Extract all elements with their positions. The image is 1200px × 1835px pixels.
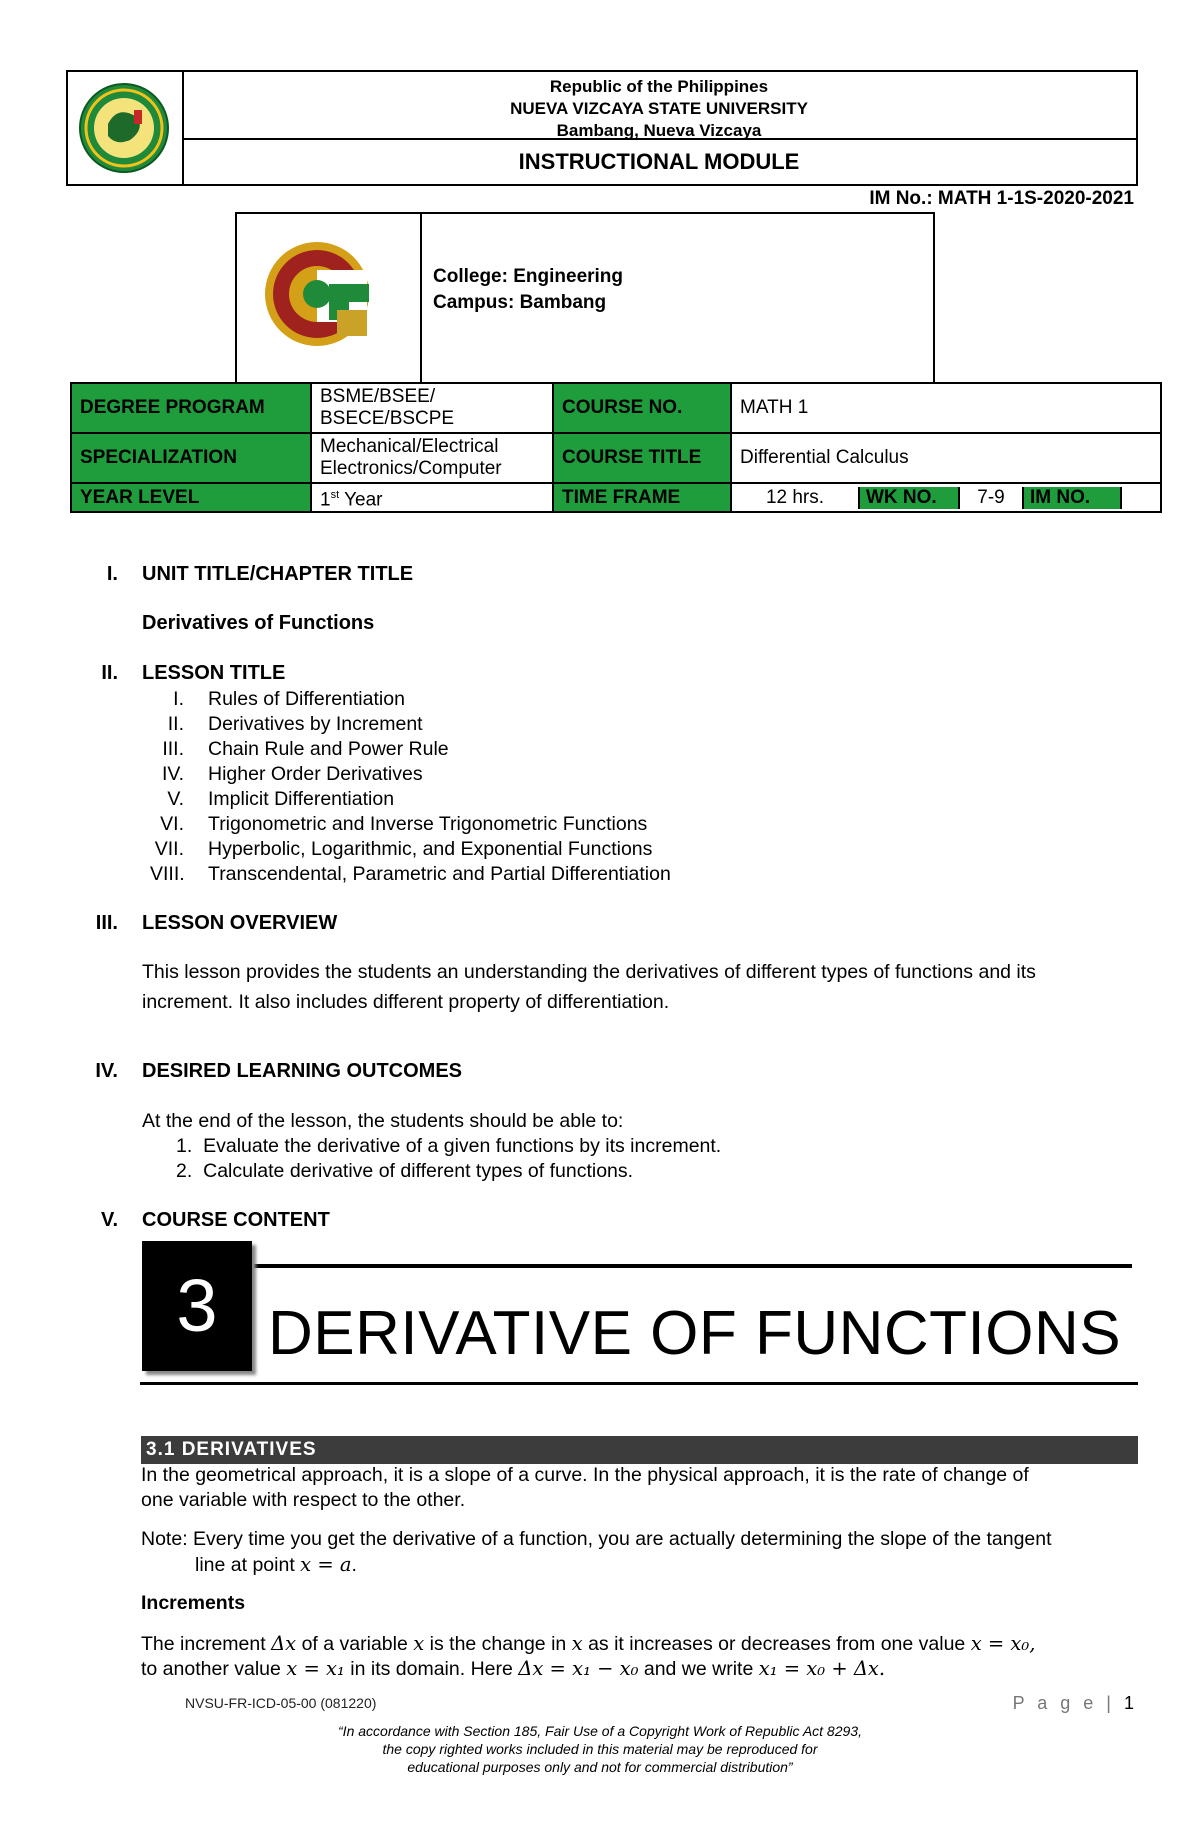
lesson-item xyxy=(150,787,394,812)
inc-math: Δx xyxy=(271,1632,297,1655)
overview-line-1: This lesson provides the students an understanding the derivatives of different types of functions and its xyxy=(142,961,1036,983)
time-frame-label: TIME FRAME xyxy=(553,483,731,512)
inc-math: x₁ = x₀ + Δx. xyxy=(758,1657,886,1680)
section-4-number: IV. xyxy=(95,1060,118,1082)
course-title-label: COURSE TITLE xyxy=(553,433,731,483)
lesson-text: Derivatives by Increment xyxy=(208,713,423,735)
year-suffix: st xyxy=(330,489,340,501)
lesson-text: Rules of Differentiation xyxy=(208,688,405,710)
outcome-num: 1. xyxy=(176,1135,193,1157)
section-4-title: DESIRED LEARNING OUTCOMES xyxy=(142,1060,463,1082)
section-5-number: V. xyxy=(100,1209,118,1231)
outcome-item xyxy=(176,1160,633,1183)
section-2-title: LESSON TITLE xyxy=(142,662,286,684)
im-no-value xyxy=(1121,487,1160,509)
chapter-top-rule xyxy=(254,1264,1132,1268)
chapter-bottom-rule xyxy=(140,1382,1138,1385)
inc-text: to another value xyxy=(141,1658,287,1680)
lesson-text: Hyperbolic, Logarithmic, and Exponential Functions xyxy=(208,838,653,860)
university-name: NUEVA VIZCAYA STATE UNIVERSITY xyxy=(510,99,808,118)
lesson-item xyxy=(150,862,671,887)
course-no-label: COURSE NO. xyxy=(553,383,731,433)
lesson-num: IV. xyxy=(161,763,184,785)
course-no-value: MATH 1 xyxy=(731,383,1161,433)
course-info-table xyxy=(70,382,1162,513)
course-title-value: Differential Calculus xyxy=(731,433,1161,483)
time-frame-subtable xyxy=(732,487,1160,509)
lesson-text: Higher Order Derivatives xyxy=(208,763,423,785)
year-level-label: YEAR LEVEL xyxy=(71,483,311,512)
lesson-text: Transcendental, Parametric and Partial Differentiation xyxy=(208,863,671,885)
lesson-num: VII. xyxy=(154,838,184,860)
chapter-number: 3 xyxy=(142,1241,252,1371)
lesson-text: Trigonometric and Inverse Trigonometric Functions xyxy=(208,813,648,835)
note-math: x = a xyxy=(300,1553,352,1576)
university-location: Bambang, Nueva Vizcaya xyxy=(556,121,762,140)
inc-text: and we write xyxy=(638,1658,759,1680)
university-logo-cell xyxy=(68,72,184,184)
degree-program-value-line2: BSECE/BSCPE xyxy=(320,408,455,429)
increment-line-1 xyxy=(141,1632,1035,1656)
outcomes-intro: At the end of the lesson, the students should be able to: xyxy=(142,1110,624,1132)
copyright-note xyxy=(0,1722,1200,1776)
header-titles xyxy=(182,72,1136,140)
header-box xyxy=(66,70,1138,186)
engineering-logo-icon xyxy=(237,214,420,382)
inc-text: in its domain. Here xyxy=(344,1658,519,1680)
copyright-line-3: educational purposes only and not for commercial distribution” xyxy=(407,1759,793,1775)
year-number: 1 xyxy=(320,489,331,511)
degree-program-value-line1: BSME/BSEE/ xyxy=(320,386,436,407)
year-level-value xyxy=(311,483,553,512)
copyright-line-1: “In accordance with Section 185, Fair Use of a Copyright Work of Republic Act 8293, xyxy=(338,1723,862,1739)
degree-program-label: DEGREE PROGRAM xyxy=(71,383,311,433)
lesson-num: V. xyxy=(167,788,184,810)
lesson-num: II. xyxy=(167,713,184,735)
increments-heading: Increments xyxy=(141,1592,246,1614)
inc-math: x xyxy=(571,1632,583,1655)
lesson-item xyxy=(150,812,647,837)
section-3-title: LESSON OVERVIEW xyxy=(142,912,338,934)
outcome-num: 2. xyxy=(176,1160,193,1182)
wk-no-label: WK NO. xyxy=(859,487,959,509)
page-number xyxy=(1013,1693,1134,1714)
section-3-number: III. xyxy=(95,912,118,934)
derivative-def-line-2: one variable with respect to the other. xyxy=(141,1489,466,1511)
page-num: 1 xyxy=(1123,1693,1134,1713)
note-line-1: Note: Every time you get the derivative of a function, you are actually determining the slope of the tangent xyxy=(141,1528,1052,1550)
college-box xyxy=(235,212,935,384)
republic-text: Republic of the Philippines xyxy=(549,77,769,96)
section-5-title: COURSE CONTENT xyxy=(142,1209,330,1231)
page-word: P a g e | xyxy=(1012,1693,1115,1713)
outcome-text: Evaluate the derivative of a given functions by its increment. xyxy=(203,1135,722,1157)
specialization-label: SPECIALIZATION xyxy=(71,433,311,483)
university-seal-icon xyxy=(68,72,180,184)
lesson-num: VIII. xyxy=(150,863,185,885)
outcome-text: Calculate derivative of different types of functions. xyxy=(203,1160,634,1182)
lesson-item xyxy=(150,837,652,862)
outcome-item xyxy=(176,1135,721,1158)
inc-math: x xyxy=(413,1632,425,1655)
specialization-value-line2: Electronics/Computer xyxy=(320,458,502,479)
derivative-def-line-1: In the geometrical approach, it is a slope of a curve. In the physical approach, it is the rate of change of xyxy=(141,1464,1029,1486)
specialization-value xyxy=(311,433,553,483)
lesson-num: I. xyxy=(173,688,184,710)
inc-math: x = x₁ xyxy=(286,1657,345,1680)
inc-math: Δx = x₁ − x₀ xyxy=(518,1657,639,1680)
inc-text: is the change in xyxy=(424,1633,572,1655)
wk-no-value: 7-9 xyxy=(959,487,1023,509)
lesson-item xyxy=(150,762,423,787)
section-1-title: UNIT TITLE/CHAPTER TITLE xyxy=(142,563,414,585)
form-code: NVSU-FR-ICD-05-00 (081220) xyxy=(185,1695,377,1711)
lesson-item xyxy=(150,687,405,712)
overview-line-2: increment. It also includes different property of differentiation. xyxy=(142,991,670,1013)
copyright-line-2: the copy righted works included in this material may be reproduced for xyxy=(382,1741,818,1757)
inc-text: as it increases or decreases from one value xyxy=(582,1633,971,1655)
lesson-num: VI. xyxy=(160,813,184,835)
inc-math: x = x₀, xyxy=(970,1632,1036,1655)
lesson-text: Chain Rule and Power Rule xyxy=(208,738,449,760)
year-text: Year xyxy=(339,489,383,511)
lesson-item xyxy=(150,712,423,737)
college-info xyxy=(433,264,623,316)
chapter-title: DERIVATIVE OF FUNCTIONS xyxy=(268,1299,1122,1368)
specialization-value-line1: Mechanical/Electrical xyxy=(320,436,499,457)
time-frame-row xyxy=(731,483,1161,512)
section-heading-bar: 3.1 DERIVATIVES xyxy=(141,1436,1138,1464)
module-title: INSTRUCTIONAL MODULE xyxy=(518,149,800,174)
note-text: line at point xyxy=(195,1554,301,1576)
inc-text: The increment xyxy=(141,1633,272,1655)
increment-line-2 xyxy=(141,1657,885,1681)
section-2-number: II. xyxy=(101,662,118,684)
lesson-text: Implicit Differentiation xyxy=(208,788,395,810)
time-frame-value: 12 hrs. xyxy=(732,487,859,509)
note-line-2 xyxy=(195,1553,357,1577)
college-logo-cell xyxy=(237,214,422,382)
inc-text: of a variable xyxy=(296,1633,414,1655)
degree-program-value xyxy=(311,383,553,433)
college-name: College: Engineering xyxy=(433,266,624,287)
campus-name: Campus: Bambang xyxy=(433,292,607,313)
im-no-label: IM NO. xyxy=(1023,487,1121,509)
lesson-item xyxy=(150,737,449,762)
unit-title: Derivatives of Functions xyxy=(142,612,375,634)
section-1-number: I. xyxy=(106,563,118,585)
note-end: . xyxy=(351,1554,357,1576)
im-number: IM No.: MATH 1-1S-2020-2021 xyxy=(869,188,1134,209)
lesson-num: III. xyxy=(162,738,184,760)
